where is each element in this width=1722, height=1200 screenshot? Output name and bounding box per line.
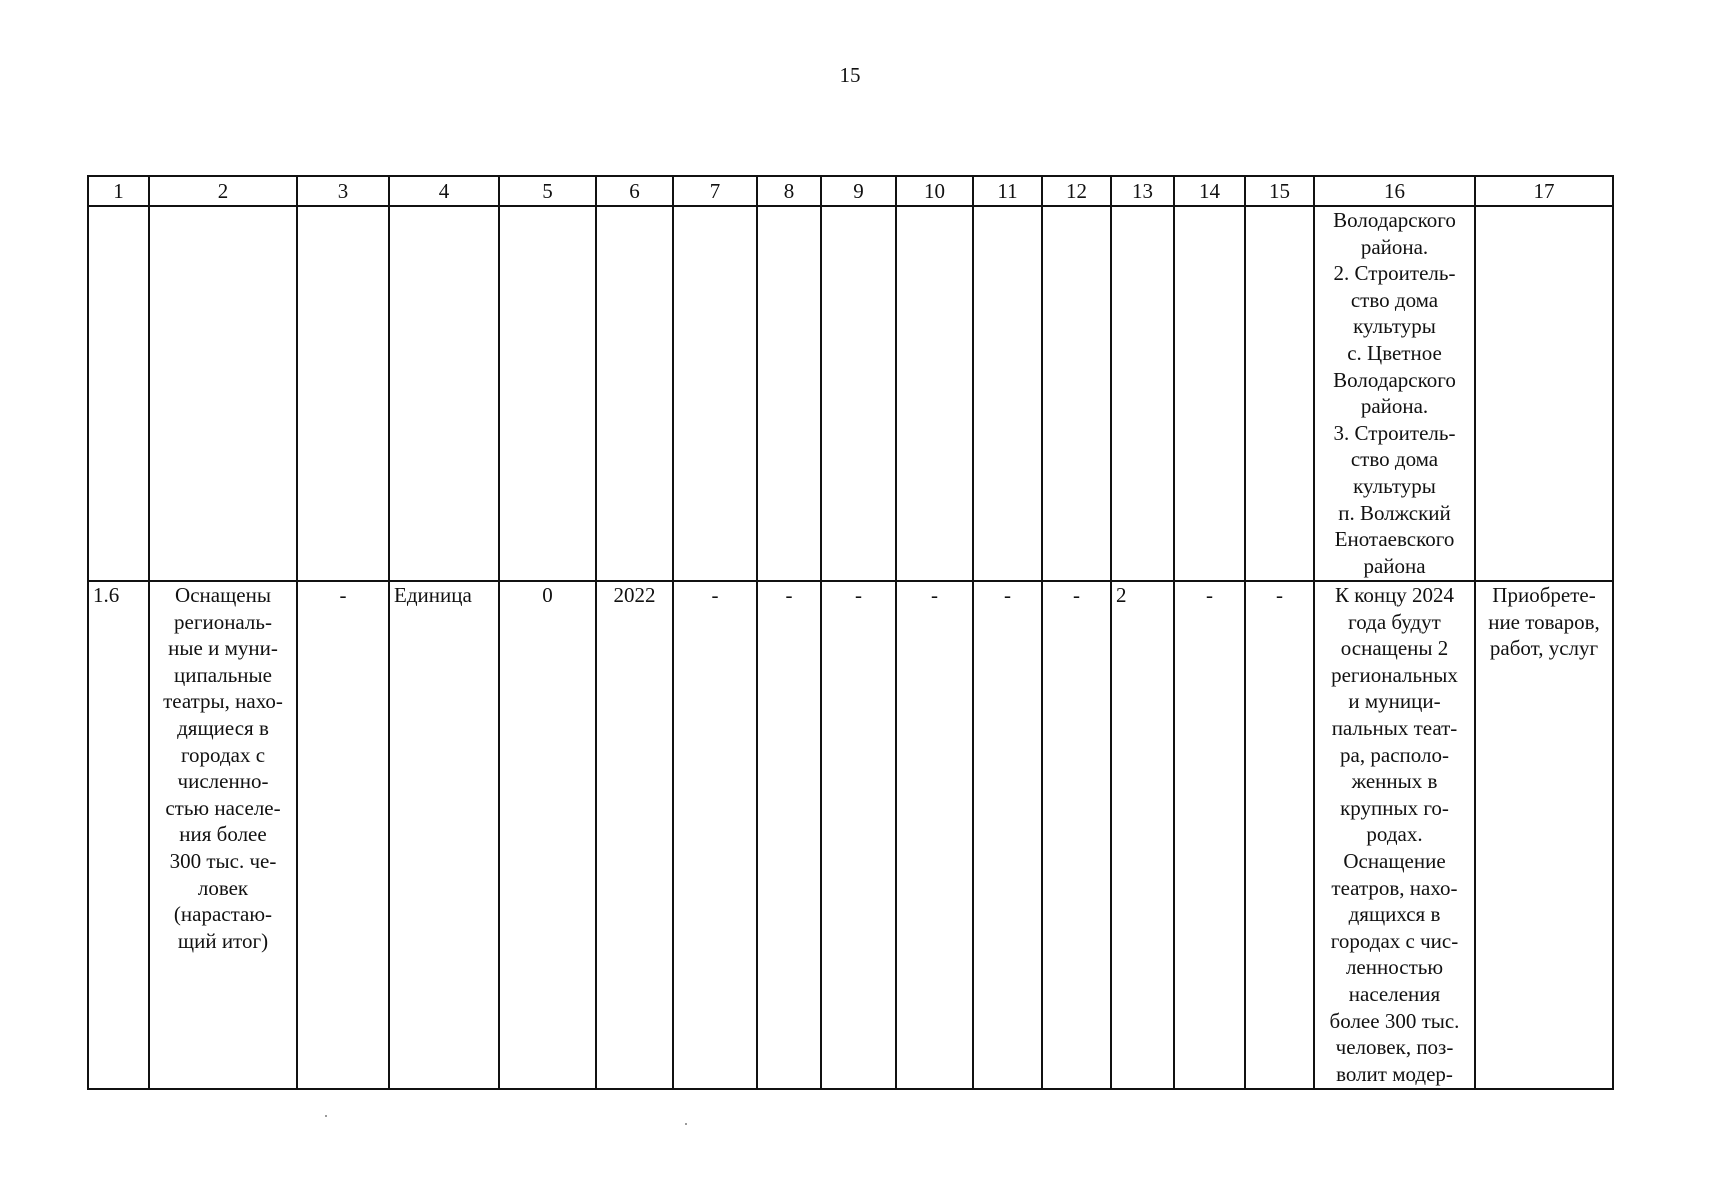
text-line: населения [1348,981,1441,1006]
cont-cell-14 [1174,206,1245,581]
cont-cell-10 [896,206,973,581]
cont-cell-1 [88,206,149,581]
cont-cell-7 [673,206,757,581]
cont-cell-6 [596,206,673,581]
text-line: городах с [180,742,266,767]
text-line: ленностью [1345,955,1444,980]
text-line: дящихся в [1348,902,1441,927]
header-cell-4: 4 [389,176,499,206]
header-cell-17: 17 [1475,176,1613,206]
indicator-name-cell [149,581,297,1089]
header-cell-6: 6 [596,176,673,206]
text-line: родах. [1366,822,1423,847]
text-line: работ, услуг [1489,636,1599,661]
text-line: театры, нахо- [163,689,283,714]
table-row-1-6 [88,581,1613,1089]
text-line: ципальные [174,662,272,687]
cell-col-13: 2 [1111,581,1174,1089]
text-line: театров, нахо- [1331,875,1458,900]
text-line: Енотаевского [1334,527,1455,552]
header-cell-15: 15 [1245,176,1314,206]
text-line: численно- [177,769,269,794]
cont-cell-13 [1111,206,1174,581]
header-cell-16: 16 [1314,176,1475,206]
scan-speck [325,1115,327,1117]
cell-col-9: - [821,581,896,1089]
text-line: ство дома [1350,287,1439,312]
text-line: ния более [179,822,267,847]
text-line: с. Цветное [1347,340,1442,365]
cont-cell-9 [821,206,896,581]
base-value-cell: 0 [499,581,596,1089]
text-line: региональных [1331,662,1458,687]
header-cell-14: 14 [1174,176,1245,206]
cell-col-14: - [1174,581,1245,1089]
text-line: ние товаров, [1488,609,1600,634]
cell-col-11: - [973,581,1042,1089]
text-line: более 300 тыс. [1329,1008,1460,1033]
row-number-cell: 1.6 [88,581,149,1089]
unit-cell: Единица [389,581,499,1089]
text-line: пальных теат- [1331,715,1458,740]
text-line: женных в [1351,769,1438,794]
text-line: ство дома [1350,447,1439,472]
text-line: п. Волжский [1338,500,1451,525]
cont-cell-12 [1042,206,1111,581]
result-description-cell [1314,581,1475,1089]
cont-cell-5 [499,206,596,581]
text-line: ра, располо- [1340,742,1449,767]
text-line: волит модер- [1336,1061,1453,1086]
header-cell-8: 8 [757,176,821,206]
header-cell-5: 5 [499,176,596,206]
cont-cell-2 [149,206,297,581]
text-line: К концу 2024 [1334,583,1455,607]
text-line: 3. Строитель- [1333,420,1456,445]
text-line: стью населе- [165,795,281,820]
cell-col-15: - [1245,581,1314,1089]
text-line: района. [1360,394,1429,419]
text-line: Володарского [1333,208,1456,232]
cell-col-8: - [757,581,821,1089]
cell-col-12: - [1042,581,1111,1089]
text-line: и муници- [1348,689,1441,714]
text-line: (нарастаю- [173,902,273,927]
text-line: городах с чис- [1330,928,1459,953]
header-cell-11: 11 [973,176,1042,206]
cont-cell-3 [297,206,389,581]
text-line: ловек [197,875,249,900]
text-line: Володарского [1333,367,1456,392]
data-table [87,175,1614,1090]
text-line: оснащены 2 [1340,636,1449,661]
cell-col-7: - [673,581,757,1089]
cell-col-3: - [297,581,389,1089]
text-line: щий итог) [177,928,269,953]
text-line: крупных го- [1340,795,1449,820]
text-line: 2. Строитель- [1333,261,1456,286]
text-line: Приобрете- [1492,583,1596,607]
cont-cell-16-construction-list [1314,206,1475,581]
header-cell-2: 2 [149,176,297,206]
text-line: района. [1360,234,1429,259]
page-number: 15 [839,63,861,87]
text-line: года будут [1348,609,1441,634]
cont-cell-17 [1475,206,1613,581]
text-line: ные и муни- [168,636,278,661]
header-row [88,176,1613,206]
scan-speck [685,1123,687,1125]
text-line: Оснащение [1343,848,1446,873]
header-cell-12: 12 [1042,176,1111,206]
text-line: культуры [1353,314,1436,339]
text-line: культуры [1353,473,1436,498]
text-line: района [1363,553,1426,578]
cont-cell-15 [1245,206,1314,581]
cell-col-10: - [896,581,973,1089]
header-cell-7: 7 [673,176,757,206]
text-line: Оснащены [175,583,271,607]
header-cell-9: 9 [821,176,896,206]
continuation-row [88,206,1613,581]
header-cell-1: 1 [88,176,149,206]
cont-cell-11 [973,206,1042,581]
text-line: человек, поз- [1335,1035,1454,1060]
header-cell-10: 10 [896,176,973,206]
activity-type-cell [1475,581,1613,1089]
header-cell-13: 13 [1111,176,1174,206]
text-line: 300 тыс. че- [169,848,277,873]
header-cell-3: 3 [297,176,389,206]
text-line: дящиеся в [177,715,269,740]
text-line: региональ- [174,609,272,634]
base-year-cell: 2022 [596,581,673,1089]
cont-cell-8 [757,206,821,581]
cont-cell-4 [389,206,499,581]
